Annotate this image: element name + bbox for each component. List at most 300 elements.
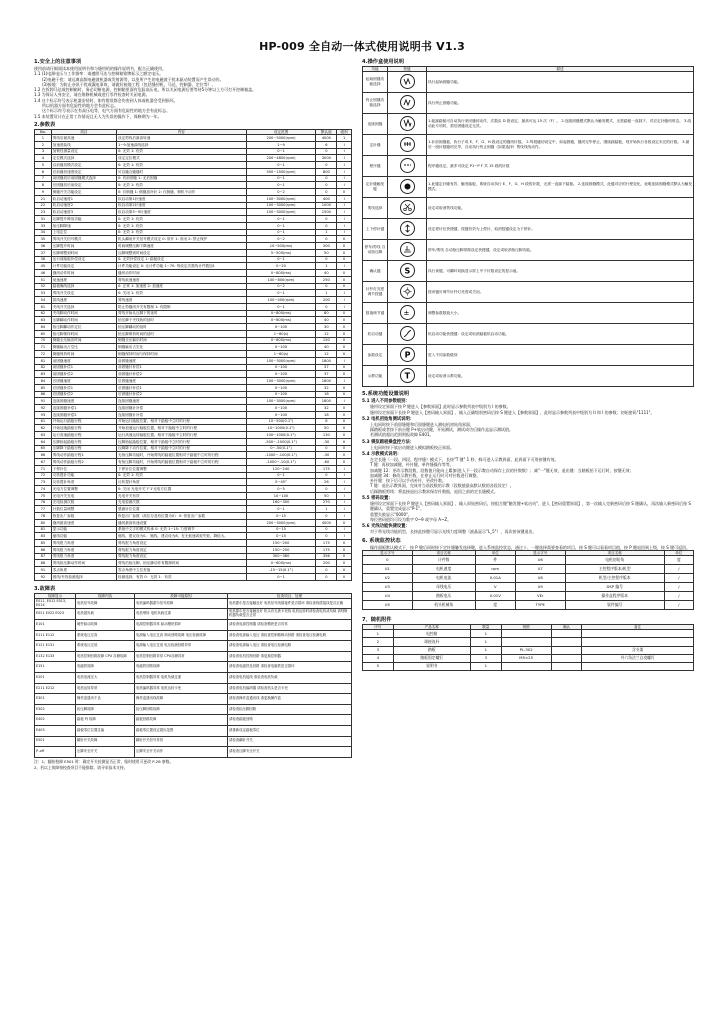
table-cell: 剪线低速速度 <box>117 276 247 283</box>
table-row <box>35 694 352 705</box>
table-cell: 0~20 <box>246 263 316 270</box>
column-header: 单位 <box>664 550 693 555</box>
table-cell: 37 <box>35 249 52 256</box>
table-cell: 38 <box>35 256 52 263</box>
table-row <box>35 472 352 479</box>
svg-text:±: ± <box>403 308 409 317</box>
operation-key <box>388 219 427 240</box>
table-cell: 电机初始角 <box>565 556 664 565</box>
table-cell: 80 <box>316 310 337 317</box>
table-cell: 电磁铁回路故障 <box>135 662 228 673</box>
table-cell: 说明书 <box>393 663 470 671</box>
table-cell: 0~15 <box>246 526 316 533</box>
table-cell: E501 <box>35 736 76 747</box>
table-cell: 100~3000(rpm) <box>246 357 316 364</box>
table-cell: 6 <box>316 418 337 425</box>
table-cell: E301 <box>35 694 76 705</box>
settings-subheading: 5.4 示教模式说明： <box>362 451 402 457</box>
table-cell: 缩线，建议设为0。 缩线，建议设为8，在无低速或低失败，降倍大。 <box>117 533 247 540</box>
table-cell <box>551 630 582 638</box>
table-cell: I <box>337 526 352 533</box>
operation-row <box>363 282 694 303</box>
soft-start-icon <box>400 326 415 341</box>
table-cell: 200~4800(rpm) <box>246 155 316 162</box>
table-cell: 0~5 <box>246 486 316 493</box>
table-cell: 80 <box>35 519 52 526</box>
table-cell: 压脚翻动作时间 <box>51 317 116 324</box>
table-row <box>35 432 352 439</box>
table-cell: 400 <box>316 195 337 202</box>
operation-row <box>363 177 694 198</box>
operation-function: 针杆灯亮度调节按键 <box>363 282 388 303</box>
table-cell: 0~100 <box>246 364 316 371</box>
table-cell: 剪线动作踏板行程2 <box>51 459 116 466</box>
table-cell: 3000 <box>316 155 337 162</box>
table-cell: -1000~-100(0.1°) <box>246 452 316 459</box>
table-cell: 7 <box>35 175 52 182</box>
table-cell: 0~1 <box>246 216 316 223</box>
table-cell: 200~3000(rpm) <box>246 519 316 526</box>
settings-line: 每位密码值均可设为数字 0~9 或字母 A~Z。 <box>370 516 452 522</box>
table-cell: 1~60(s) <box>246 351 316 358</box>
operation-description: 按该键可调节针杆灯亮度或关闭。 <box>427 282 694 303</box>
table-row <box>35 216 352 223</box>
table-cell: 电控箱 <box>393 630 470 638</box>
table-row <box>35 704 352 715</box>
table-cell: 91 <box>35 398 52 405</box>
table-cell: 300~360 <box>246 553 316 560</box>
table-row <box>35 202 352 209</box>
operation-row <box>363 198 694 219</box>
table-cell: 200 <box>316 297 337 304</box>
table-cell: 0 <box>316 573 337 580</box>
table-cell: 请检查操作盒通讯线 请更换操作盒 <box>228 694 352 705</box>
table-row <box>35 310 352 317</box>
table-row <box>35 452 352 459</box>
table-cell: 抬压脚回路故障 <box>135 704 228 715</box>
table-cell: II <box>337 283 352 290</box>
table-cell: 200 <box>316 560 337 567</box>
table-cell: 缝纫动作时间 <box>117 270 247 277</box>
table-cell: 82 <box>35 364 52 371</box>
operation-row <box>363 345 694 366</box>
table-cell: 后固缝针补偿1 <box>117 384 247 391</box>
table-cell: 件 <box>475 556 515 565</box>
table-cell: 请检查电源控制器 请检查模块是否异常 <box>228 620 352 631</box>
table-cell: 100~3000(rpm) <box>246 202 316 209</box>
table-cell: 运行前踏板补偿设定 <box>51 256 116 263</box>
table-row <box>363 638 694 646</box>
table-cell: 光电开关有效 <box>117 492 247 499</box>
column-header: 备注 <box>582 625 694 630</box>
accessories-heading: 7、随机附件 <box>362 617 392 624</box>
table-cell: 电机编码器异常 电机运转卡死 <box>135 683 228 694</box>
table-cell: 81 <box>35 357 52 364</box>
column-header: 规格 <box>501 625 551 630</box>
table-cell: 连续固缝补偿1 <box>51 405 116 412</box>
column-header: 默认值 <box>316 129 337 134</box>
table-cell: II <box>337 256 352 263</box>
operation-row <box>363 93 694 114</box>
table-cell: 缝纫最高转速设置 <box>117 519 247 526</box>
table-cell: U9 <box>515 583 565 592</box>
table-cell: 请检查压脚安全开关 <box>228 747 352 758</box>
table-row <box>35 189 352 196</box>
table-cell: 150~250 <box>246 546 316 553</box>
table-cell: 0~1 <box>246 290 316 297</box>
table-cell: 32 <box>316 405 337 412</box>
table-cell: 运行高速运转踏板位置，相对于踏板中立时的行程 <box>117 432 247 439</box>
table-row <box>35 378 352 385</box>
table-cell: 电机电流 <box>412 574 475 583</box>
table-cell: 剪线动作踏板行程1 <box>51 452 116 459</box>
table-cell: 度 <box>664 556 693 565</box>
needle-position-icon <box>400 221 415 236</box>
table-cell: -30 <box>316 438 337 445</box>
params-heading: 2.参数表 <box>34 121 56 128</box>
table-row <box>35 747 352 758</box>
table-cell: 0~15 <box>246 513 316 520</box>
table-cell: U3 <box>363 583 413 592</box>
table-cell: II <box>337 276 352 283</box>
table-cell: 1800 <box>316 378 337 385</box>
table-cell: 71 <box>35 465 52 472</box>
table-cell: 拔线速度 <box>51 297 116 304</box>
trigger-icon <box>400 179 415 194</box>
table-cell: 86 <box>35 391 52 398</box>
table-row <box>35 445 352 452</box>
table-cell: 1800 <box>316 357 337 364</box>
table-cell: 200~5000(rpm) <box>246 135 316 142</box>
table-cell: 度 <box>475 601 515 610</box>
table-cell: 0: 无效 1: 有效 <box>117 472 247 479</box>
table-row <box>35 683 352 694</box>
table-cell: U8 <box>515 574 565 583</box>
operation-key <box>388 240 427 261</box>
table-cell: 有抬压脚功能时，开始剪线的踏板位置相对于踏板中立时的行程 <box>117 459 247 466</box>
table-row <box>35 155 352 162</box>
table-cell: 前固缝针补偿1 <box>117 364 247 371</box>
table-cell: 1 <box>470 646 501 654</box>
table-cell: E101 <box>35 620 76 631</box>
table-row <box>35 148 352 155</box>
table-cell: 3 <box>363 646 394 654</box>
table-cell: 72 <box>35 351 52 358</box>
table-cell: II <box>337 249 352 256</box>
table-cell: 78 <box>35 513 52 520</box>
column-header: 单位 <box>475 550 515 555</box>
accessories-table <box>362 624 694 671</box>
table-cell: 电机霍尔是否接触良好 电机信号线插接件是否损坏 请检查线缆接线是否正确 <box>228 598 352 609</box>
table-cell: 50 <box>316 249 337 256</box>
table-cell: 压脚调整到时间 <box>51 249 116 256</box>
table-cell: 0~1 <box>246 256 316 263</box>
table-cell: I <box>337 357 352 364</box>
table-cell: 压脚提升释放功能 <box>51 216 116 223</box>
table-cell: 电机编码器霍尔信号故障 <box>135 598 228 609</box>
table-cell: U2 <box>363 574 413 583</box>
settings-subheading: 5.6 光线功能快捷设置： <box>362 524 410 530</box>
table-cell: 硬件驱动故障 <box>76 620 135 631</box>
operation-function: 程序缝 <box>363 156 388 177</box>
table-cell: 踏板确线选择 <box>51 283 116 290</box>
table-cell: I <box>337 290 352 297</box>
table-row <box>35 459 352 466</box>
table-cell: 0~1 <box>246 222 316 229</box>
table-cell: 电机堵转 电机负载过重 <box>135 609 228 620</box>
operation-function: 剪线选择 <box>363 198 388 219</box>
table-cell: 10~500(ms) <box>246 243 316 250</box>
table-cell: 0 <box>316 256 337 263</box>
table-cell: 67 <box>35 459 52 466</box>
table-cell: TYPE <box>515 601 565 610</box>
operation-description: 设定或取消剪线功能。 <box>427 198 694 219</box>
table-cell: 50 <box>316 425 337 432</box>
table-cell: 1800 <box>316 398 337 405</box>
table-cell: 40 <box>316 344 337 351</box>
column-header: 确认 <box>551 625 582 630</box>
table-cell: 72 <box>35 472 52 479</box>
operation-heading: 4.操作盒使用说明 <box>362 59 404 65</box>
table-cell: 机型/主控程序版本 <box>565 574 664 583</box>
table-cell: II <box>337 418 352 425</box>
table-cell: 73 <box>35 479 52 486</box>
table-cell: 检测选择，有效 0：无效 1：有效 <box>117 573 247 580</box>
table-cell: I <box>337 499 352 506</box>
table-row <box>35 141 352 148</box>
table-cell: 0 <box>316 148 337 155</box>
table-cell: 175 <box>316 546 337 553</box>
table-cell: 下停针位 <box>51 465 116 472</box>
p-icon <box>400 347 415 362</box>
table-cell: 1500 <box>316 209 337 216</box>
table-cell: I <box>337 162 352 169</box>
table-cell: 0~100 <box>246 405 316 412</box>
table-cell: 63 <box>35 317 52 324</box>
table-cell: 0: 无效补偿设定 1: 踏板设定 <box>117 256 247 263</box>
table-row <box>35 651 352 662</box>
table-row <box>35 715 352 726</box>
params-table <box>34 129 352 581</box>
table-cell: 300 <box>316 243 337 250</box>
table-cell: 64 <box>35 438 52 445</box>
table-cell: I <box>337 229 352 236</box>
table-cell: 76 <box>35 499 52 506</box>
table-row <box>35 256 352 263</box>
table-cell: 前固缝初后前固缝模式选择 <box>51 175 116 182</box>
table-row <box>35 162 352 169</box>
column-header: 项目名称 <box>565 550 664 555</box>
table-cell: 51 <box>35 276 52 283</box>
table-row <box>35 526 352 533</box>
settings-line: 若测试值超出范围则报故障 E401。 <box>370 432 434 438</box>
table-cell: 0: 正常 1: 加速度 2: 加速度 <box>117 283 247 290</box>
table-cell: DSP 编号 <box>565 583 664 592</box>
table-cell: 缝纫最高速度 <box>51 519 116 526</box>
table-cell: 电机信号故障 <box>76 598 135 609</box>
table-cell: 光电检测次数 <box>51 499 116 506</box>
table-cell: 18 <box>316 411 337 418</box>
table-row <box>35 598 352 609</box>
table-cell: II <box>337 310 352 317</box>
table-cell: 63 <box>35 432 52 439</box>
table-cell: 剪线开关设定 <box>51 290 116 297</box>
presser-foot-icon <box>400 242 415 257</box>
table-cell: 0~1 <box>246 148 316 155</box>
table-cell: II <box>337 270 352 277</box>
table-cell: 45 <box>35 263 52 270</box>
table-row <box>35 540 352 547</box>
table-cell: 0~100 <box>246 371 316 378</box>
table-cell: 0 <box>316 182 337 189</box>
table-cell: 23 <box>35 209 52 216</box>
table-cell: 66 <box>35 452 52 459</box>
settings-line: 加减键 12：更改示教段数，段数值只能向上累加(进入下一段示教自动保存上次的针数数）；减"一"键无效，退出键：当踏板抬下运行时，按键无效； <box>370 467 634 473</box>
table-cell: 后固缝针补偿2 <box>117 391 247 398</box>
table-cell: 40 <box>316 270 337 277</box>
column-header: 故障可能原因 <box>135 593 228 598</box>
start-backtack-icon <box>400 74 415 89</box>
continuous-backtack-icon <box>400 116 415 131</box>
table-cell: 0 <box>316 175 337 182</box>
table-cell: 0~1 <box>246 303 316 310</box>
operation-key <box>388 261 427 282</box>
table-row <box>35 182 352 189</box>
teach-icon <box>400 368 415 383</box>
table-cell: 反转提针角度 <box>51 479 116 486</box>
table-row <box>35 492 352 499</box>
table-cell: 54 <box>35 297 52 304</box>
table-cell: 150 <box>316 337 337 344</box>
table-row <box>35 609 352 620</box>
table-cell: 踏板零位位置过偏 <box>76 726 135 737</box>
table-cell: 86 <box>35 546 52 553</box>
table-row <box>35 236 352 243</box>
table-row <box>35 411 352 418</box>
table-cell: 100~1000(0.1°) <box>246 432 316 439</box>
operation-key <box>388 72 427 93</box>
settings-line: 重置失败显示"0000"。 <box>370 511 412 517</box>
table-cell: 后固缝补偿1 <box>51 384 116 391</box>
table-cell: 光电方位置调整 <box>51 486 116 493</box>
operation-function: 软启动键 <box>363 324 388 345</box>
table-cell: II <box>337 540 352 547</box>
table-cell: 可以缝合缝缝时 <box>117 168 247 175</box>
operation-function: 示教功能 <box>363 366 388 387</box>
table-cell: 0~800(ms) <box>246 317 316 324</box>
table-cell: II <box>337 560 352 567</box>
table-cell: 32 <box>316 384 337 391</box>
table-cell: 压脚降下踏板行程 <box>51 445 116 452</box>
table-row <box>363 565 694 574</box>
table-cell: 球接连杆 <box>393 638 470 646</box>
table-row <box>35 175 352 182</box>
table-cell: 连续固缝补偿2 <box>51 411 116 418</box>
table-cell: 1 <box>316 290 337 297</box>
operation-description: 设定或取消示教功能。 <box>427 366 694 387</box>
operation-table <box>362 66 694 387</box>
operation-key <box>388 303 427 324</box>
table-cell: II <box>337 573 352 580</box>
table-cell: I <box>337 472 352 479</box>
table-cell: 0~1 <box>246 229 316 236</box>
table-cell: 1~9:加速曲线选择 <box>117 141 247 148</box>
table-cell: 175 <box>316 465 337 472</box>
operation-key <box>388 366 427 387</box>
table-row <box>35 303 352 310</box>
table-row <box>35 553 352 560</box>
table-row <box>363 646 694 654</box>
table-cell: 针数位量调整 <box>51 506 116 513</box>
table-cell: 请检查翻针开关 <box>228 736 352 747</box>
table-cell: 52 <box>35 283 52 290</box>
table-cell: 0~1 <box>246 573 316 580</box>
table-row <box>363 592 694 601</box>
table-cell: 35 <box>35 236 52 243</box>
table-cell: 130 <box>316 432 337 439</box>
table-row <box>35 546 352 553</box>
table-cell: 电源输入电压过高 制动回路故障 电压检测故障 <box>135 630 228 641</box>
table-cell: 1 <box>316 506 337 513</box>
table-cell: E403 <box>35 726 76 737</box>
table-cell: 0~100 <box>246 411 316 418</box>
table-cell: 0 <box>316 236 337 243</box>
table-cell: 88 <box>35 560 52 567</box>
table-cell: 反转提针角度 <box>117 479 247 486</box>
table-cell: 启前缝初模式设定 <box>51 162 116 169</box>
table-row <box>35 405 352 412</box>
table-cell: 160~300 <box>246 499 316 506</box>
table-cell: 250 <box>316 276 337 283</box>
table-cell: 0: 无效 1: 有效 <box>117 222 247 229</box>
table-cell: 运行高速踏板行程 <box>51 432 116 439</box>
table-cell: 71 <box>35 344 52 351</box>
table-cell: M5×25 <box>501 654 551 662</box>
table-cell: 开始加速运行踏板位置，相对于踏板中立时的行程 <box>117 425 247 432</box>
monitor-table <box>362 550 694 610</box>
table-cell: 500~1500(rpm) <box>246 168 316 175</box>
table-cell: 0~800(ms) <box>246 270 316 277</box>
table-cell: 1 <box>363 630 394 638</box>
safety-line: 1.2 在拆卸马达或控制箱时，务必切断电源，控制箱里面有危险高压电，所以关闭电源后要等待5分钟以上方可打开控制箱盖。 <box>34 87 257 93</box>
table-cell: 62 <box>35 425 52 432</box>
operation-key <box>388 114 427 135</box>
table-cell: 电源控制器异常 驱动模块损坏 <box>135 620 228 631</box>
table-cell: 3 <box>470 654 501 662</box>
table-cell: 31 <box>35 216 52 223</box>
table-cell: 抬压脚故障 <box>76 704 135 715</box>
table-row <box>363 556 694 565</box>
table-row <box>35 620 352 631</box>
table-row <box>35 276 352 283</box>
table-cell <box>551 646 582 654</box>
settings-heading: 5.系统功能设置说明 <box>362 391 410 398</box>
table-cell: 计件功能设定 <box>51 263 116 270</box>
table-cell: 压脚调整到时间设定 <box>117 249 247 256</box>
table-cell: 剪线后抬压脚，抬压脚动作有限制时间 <box>117 560 247 567</box>
table-cell: 抬压脚保持时间 <box>51 330 116 337</box>
table-cell: I <box>337 513 352 520</box>
table-cell: 定位模式选择 <box>51 155 116 162</box>
table-cell: 0~2 <box>246 189 316 196</box>
table-cell <box>551 638 582 646</box>
table-cell: 0 <box>316 303 337 310</box>
table-cell: 剪线报力角度设定 <box>117 553 247 560</box>
table-cell: I <box>337 303 352 310</box>
table-cell: 0: 有前固缝 1: 无后固缝 <box>117 175 247 182</box>
operation-description: 停车/剪线 自动抬压脚常做设定快捷键，设定或取消抬压脚功能。 <box>427 240 694 261</box>
table-cell: 83 <box>35 533 52 540</box>
